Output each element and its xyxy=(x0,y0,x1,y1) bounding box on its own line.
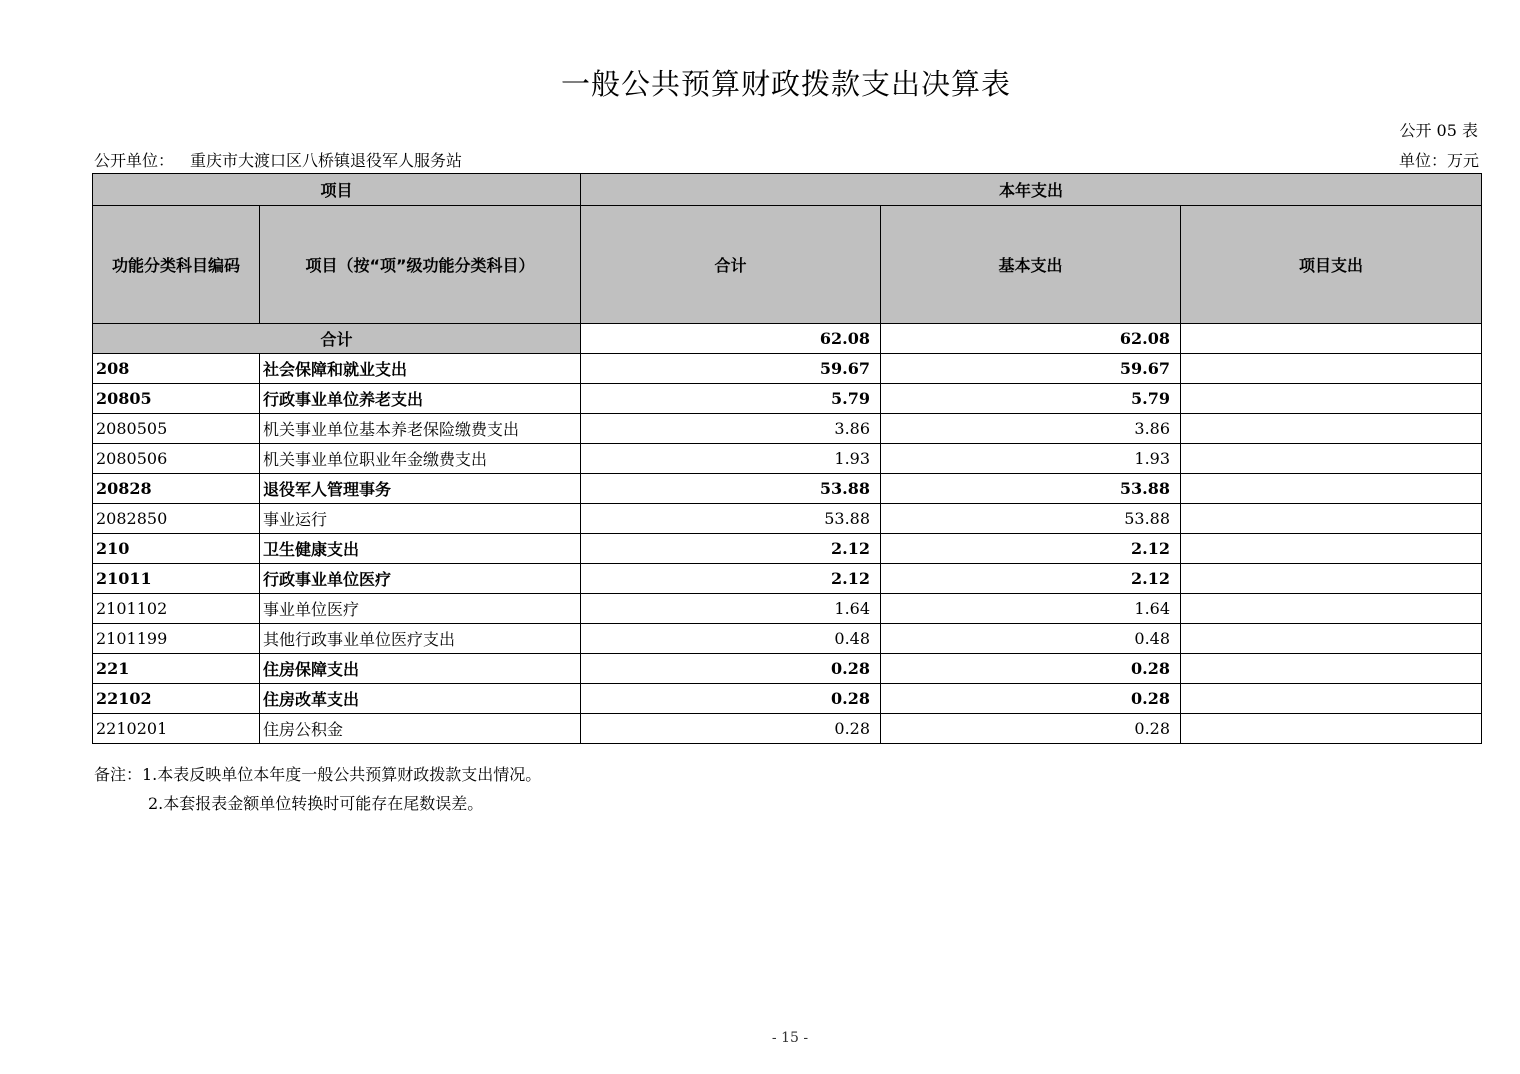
project-cell xyxy=(1181,564,1482,594)
code-cell: 2080505 xyxy=(93,414,260,444)
code-cell: 2210201 xyxy=(93,714,260,744)
name-cell: 事业运行 xyxy=(260,504,581,534)
page-number: - 15 - xyxy=(771,1030,809,1046)
basic-cell: 53.88 xyxy=(881,474,1181,504)
total-cell: 2.12 xyxy=(581,564,881,594)
currency-unit: 单位：万元 xyxy=(1398,151,1479,170)
project-cell xyxy=(1181,714,1482,744)
project-cell xyxy=(1181,654,1482,684)
name-cell: 卫生健康支出 xyxy=(260,534,581,564)
project-cell xyxy=(1181,624,1482,654)
header-total: 合计 xyxy=(581,206,881,324)
name-cell: 行政事业单位养老支出 xyxy=(260,384,581,414)
code-cell: 210 xyxy=(93,534,260,564)
table-row xyxy=(93,534,1482,564)
project-cell xyxy=(1181,444,1482,474)
total-label: 合计 xyxy=(93,324,581,354)
header-row-2 xyxy=(93,206,1482,324)
project-cell xyxy=(1181,684,1482,714)
basic-cell: 2.12 xyxy=(881,534,1181,564)
header-row-1 xyxy=(93,174,1482,206)
total-cell: 1.64 xyxy=(581,594,881,624)
notes xyxy=(94,760,541,818)
table-row xyxy=(93,654,1482,684)
total-cell: 1.93 xyxy=(581,444,881,474)
code-cell: 2101199 xyxy=(93,624,260,654)
unit-info-row xyxy=(94,148,1479,170)
basic-cell: 1.64 xyxy=(881,594,1181,624)
project-cell xyxy=(1181,534,1482,564)
basic-cell: 1.93 xyxy=(881,444,1181,474)
table-row xyxy=(93,714,1482,744)
basic-cell: 59.67 xyxy=(881,354,1181,384)
code-cell: 208 xyxy=(93,354,260,384)
name-cell: 其他行政事业单位医疗支出 xyxy=(260,624,581,654)
table-row xyxy=(93,474,1482,504)
org-name: 重庆市大渡口区八桥镇退役军人服务站 xyxy=(190,151,463,170)
code-cell: 221 xyxy=(93,654,260,684)
total-cell: 2.12 xyxy=(581,534,881,564)
total-project xyxy=(1181,324,1482,354)
basic-cell: 53.88 xyxy=(881,504,1181,534)
table-row xyxy=(93,594,1482,624)
total-cell: 59.67 xyxy=(581,354,881,384)
header-current-year: 本年支出 xyxy=(581,174,1482,206)
basic-cell: 2.12 xyxy=(881,564,1181,594)
table-row xyxy=(93,564,1482,594)
project-cell xyxy=(1181,504,1482,534)
table-row xyxy=(93,384,1482,414)
name-cell: 住房公积金 xyxy=(260,714,581,744)
org-label: 公开单位： xyxy=(94,151,175,170)
table-row xyxy=(93,414,1482,444)
total-cell: 0.28 xyxy=(581,654,881,684)
basic-cell: 0.28 xyxy=(881,654,1181,684)
name-cell: 机关事业单位基本养老保险缴费支出 xyxy=(260,414,581,444)
header-code: 功能分类科目编码 xyxy=(93,206,260,324)
header-project: 项目支出 xyxy=(1181,206,1482,324)
header-basic: 基本支出 xyxy=(881,206,1181,324)
table-row xyxy=(93,684,1482,714)
code-cell: 21011 xyxy=(93,564,260,594)
total-cell: 0.28 xyxy=(581,714,881,744)
code-cell: 20805 xyxy=(93,384,260,414)
table-row xyxy=(93,354,1482,384)
header-name: 项目（按“项”级功能分类科目） xyxy=(260,206,581,324)
project-cell xyxy=(1181,354,1482,384)
name-cell: 住房保障支出 xyxy=(260,654,581,684)
expenditure-table xyxy=(92,173,1482,744)
code-cell: 2101102 xyxy=(93,594,260,624)
code-cell: 20828 xyxy=(93,474,260,504)
code-cell: 22102 xyxy=(93,684,260,714)
total-row xyxy=(93,324,1482,354)
org-info xyxy=(94,148,462,171)
name-cell: 住房改革支出 xyxy=(260,684,581,714)
project-cell xyxy=(1181,414,1482,444)
basic-cell: 0.28 xyxy=(881,714,1181,744)
project-cell xyxy=(1181,594,1482,624)
total-basic: 62.08 xyxy=(881,324,1181,354)
total-cell: 5.79 xyxy=(581,384,881,414)
code-cell: 2082850 xyxy=(93,504,260,534)
table-row xyxy=(93,624,1482,654)
total-amount: 62.08 xyxy=(581,324,881,354)
page-title: 一般公共预算财政拨款支出决算表 xyxy=(560,67,1011,101)
table-row xyxy=(93,504,1482,534)
header-item: 项目 xyxy=(93,174,581,206)
name-cell: 退役军人管理事务 xyxy=(260,474,581,504)
total-cell: 0.28 xyxy=(581,684,881,714)
basic-cell: 5.79 xyxy=(881,384,1181,414)
basic-cell: 0.28 xyxy=(881,684,1181,714)
name-cell: 行政事业单位医疗 xyxy=(260,564,581,594)
total-cell: 53.88 xyxy=(581,474,881,504)
basic-cell: 3.86 xyxy=(881,414,1181,444)
total-cell: 0.48 xyxy=(581,624,881,654)
name-cell: 机关事业单位职业年金缴费支出 xyxy=(260,444,581,474)
total-cell: 53.88 xyxy=(581,504,881,534)
code-cell: 2080506 xyxy=(93,444,260,474)
note-2: 2.本套报表金额单位转换时可能存在尾数误差。 xyxy=(148,794,484,813)
project-cell xyxy=(1181,384,1482,414)
name-cell: 事业单位医疗 xyxy=(260,594,581,624)
note-1: 备注：1.本表反映单位本年度一般公共预算财政拨款支出情况。 xyxy=(94,765,542,784)
total-cell: 3.86 xyxy=(581,414,881,444)
project-cell xyxy=(1181,474,1482,504)
table-row xyxy=(93,444,1482,474)
form-number: 公开 05 表 xyxy=(1399,121,1478,140)
basic-cell: 0.48 xyxy=(881,624,1181,654)
name-cell: 社会保障和就业支出 xyxy=(260,354,581,384)
